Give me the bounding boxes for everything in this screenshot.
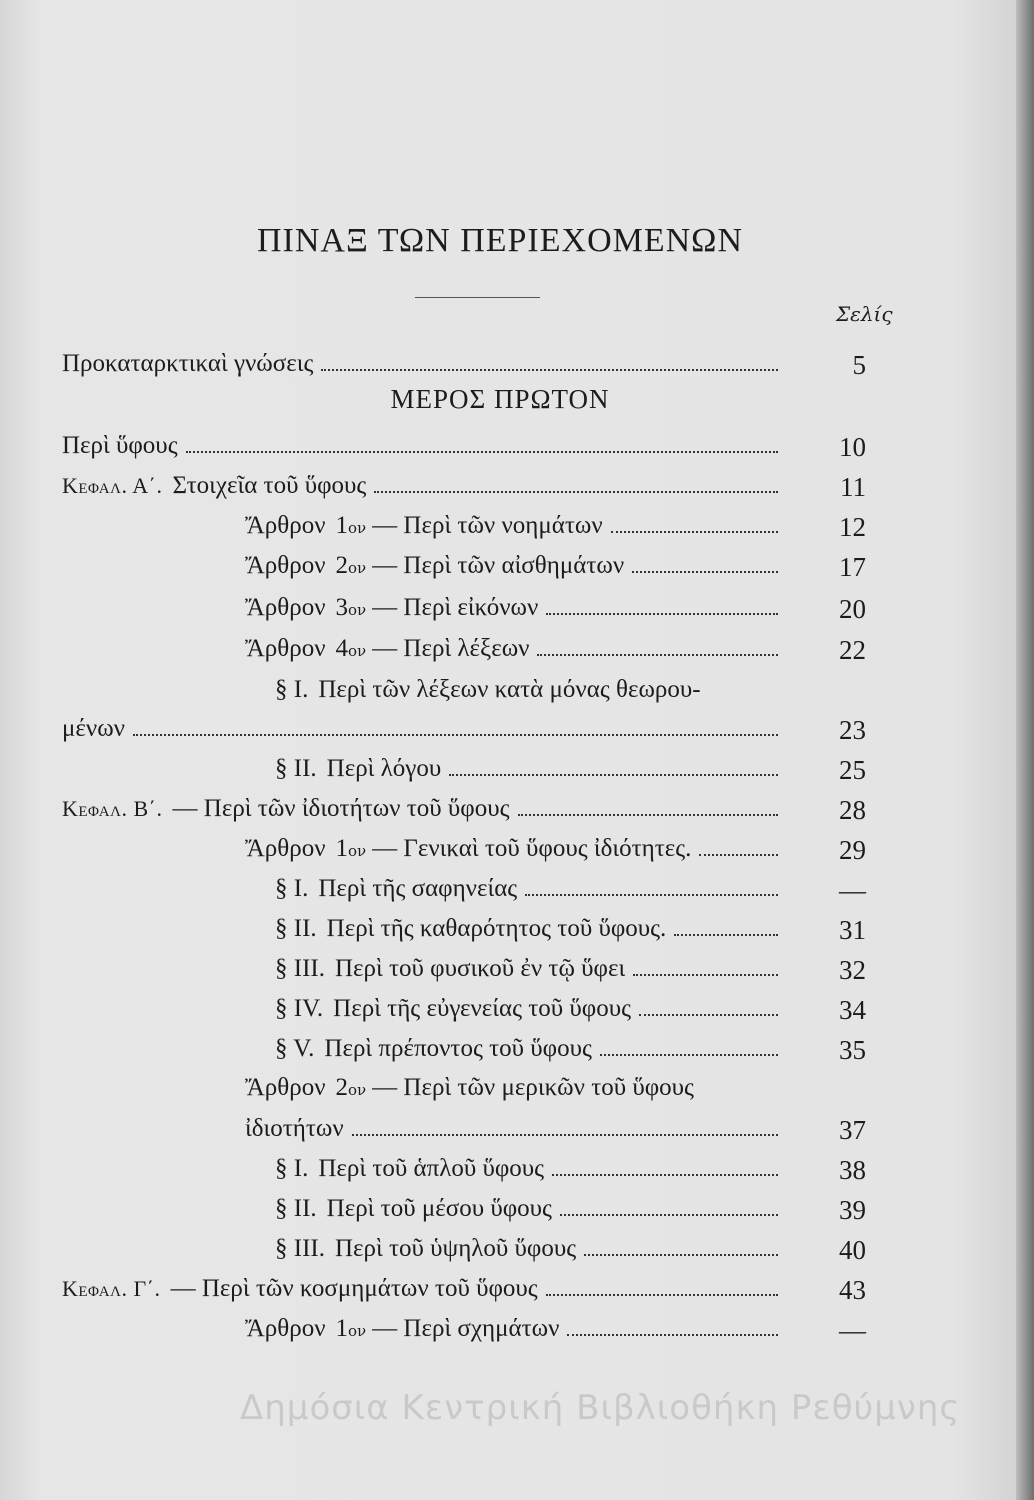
toc-page-number: 28 <box>839 795 866 825</box>
toc-page-number: 39 <box>839 1195 866 1225</box>
dot-leader <box>374 465 778 493</box>
toc-entry-title: — Περὶ σχημάτων <box>372 1315 560 1342</box>
toc-entry-title: ἰδιοτήτων <box>245 1115 344 1142</box>
toc-entry <box>62 343 786 383</box>
toc-entry-title: Προκαταρκτικαὶ γνώσεις <box>62 350 314 377</box>
toc-page-number: 23 <box>839 715 866 745</box>
toc-entry <box>245 628 786 668</box>
toc-page-number: 37 <box>839 1115 866 1145</box>
toc-entry-title: Περὶ τοῦ ὑψηλοῦ ὕφους <box>334 1235 577 1262</box>
dot-leader <box>699 828 778 856</box>
toc-entry <box>62 1268 786 1308</box>
toc-entry <box>275 868 786 908</box>
toc-entry-prefix: Ἄρθρον <box>245 594 326 621</box>
toc-entry <box>275 1148 786 1188</box>
article-ordinal-suffix: ον <box>348 642 367 660</box>
dot-leader <box>611 505 778 533</box>
dot-leader <box>567 1308 778 1336</box>
page-title: ΠΙΝΑΞ ΤΩΝ ΠΕΡΙΕΧΟΜΕΝΩΝ <box>256 222 743 259</box>
toc-entry-prefix: § III. <box>275 955 325 982</box>
toc-entry-prefix: Ἄρθρον <box>245 1315 326 1342</box>
toc-entry-prefix: Ἄρθρον <box>245 1074 326 1101</box>
article-ordinal-suffix: ον <box>348 1081 367 1099</box>
article-ordinal: 4 <box>335 635 349 662</box>
article-ordinal-suffix: ον <box>348 519 367 537</box>
toc-entry <box>275 948 786 988</box>
toc-entry <box>245 505 786 545</box>
toc-entry <box>275 748 786 788</box>
toc-entry-title: Περὶ τοῦ ἁπλοῦ ὕφους <box>318 1155 545 1182</box>
toc-entry-prefix: Κεφαλ. Β΄. <box>62 796 163 821</box>
toc-entry-prefix: § II. <box>275 915 317 942</box>
toc-entry-prefix: § I. <box>275 676 309 703</box>
dot-leader <box>186 425 778 453</box>
toc-entry-title: Περὶ λόγου <box>326 755 442 782</box>
library-watermark: Δημόσια Κεντρική Βιβλιοθήκη Ρεθύμνης <box>240 1388 961 1428</box>
toc-entry-prefix: Ἄρθρον <box>245 635 326 662</box>
article-ordinal: 1 <box>335 512 349 539</box>
dot-leader <box>321 343 778 371</box>
dot-leader <box>560 1188 778 1216</box>
toc-entry-title: Περὶ τοῦ μέσου ὕφους <box>326 1195 552 1222</box>
toc-page-number: 5 <box>852 350 866 380</box>
toc-page-number: 38 <box>839 1155 866 1185</box>
dot-leader <box>584 1228 778 1256</box>
toc-entry <box>245 828 786 868</box>
toc-page-number: 10 <box>839 432 866 462</box>
toc-page-number: 12 <box>839 512 866 542</box>
toc-entry <box>245 1068 790 1108</box>
toc-entry-prefix: § V. <box>275 1035 315 1062</box>
toc-page-number: 11 <box>840 472 866 502</box>
dot-leader <box>632 545 778 573</box>
dot-leader <box>600 1028 778 1056</box>
toc-page-number: 25 <box>839 755 866 785</box>
toc-entry <box>62 708 786 748</box>
article-ordinal: 3 <box>335 594 349 621</box>
toc-entry-title: — Περὶ τῶν ἰδιοτήτων τοῦ ὕφους <box>172 795 510 822</box>
dot-leader <box>546 587 778 615</box>
section-heading: ΜΕΡΟΣ ΠΡΩΤΟΝ <box>390 384 610 414</box>
toc-entry <box>245 545 786 585</box>
article-ordinal-suffix: ον <box>348 842 367 860</box>
article-ordinal-suffix: ον <box>348 601 367 619</box>
toc-entry-prefix: § II. <box>275 1195 317 1222</box>
toc-entry-title: Περὶ τοῦ φυσικοῦ ἐν τῷ ὕφει <box>334 955 626 982</box>
toc-entry <box>62 425 786 465</box>
toc-entry-prefix: § I. <box>275 875 309 902</box>
toc-entry <box>245 1308 786 1348</box>
toc-entry-title: — Περὶ τῶν νοημάτων <box>372 512 603 539</box>
article-ordinal-suffix: ον <box>348 1322 367 1340</box>
toc-entry-title: Στοιχεῖα τοῦ ὕφους <box>172 472 367 499</box>
toc-entry-title: Περὶ τῆς σαφηνείας <box>318 875 518 902</box>
toc-entry <box>275 670 790 710</box>
toc-page-number: 32 <box>839 955 866 985</box>
toc-entry-prefix: § II. <box>275 755 317 782</box>
toc-page-number: 43 <box>839 1275 866 1305</box>
toc-entry-title: — Περὶ εἰκόνων <box>372 594 539 621</box>
toc-page-number: 20 <box>839 594 866 624</box>
dot-leader <box>633 948 778 976</box>
dot-leader <box>674 908 778 936</box>
toc-page-number: — <box>839 875 866 905</box>
dot-leader <box>449 748 778 776</box>
toc-page-number: 40 <box>839 1235 866 1265</box>
toc-page-number: 34 <box>839 995 866 1025</box>
dot-leader <box>352 1108 778 1136</box>
toc-page-number: 22 <box>839 635 866 665</box>
toc-entry-prefix: Ἄρθρον <box>245 835 326 862</box>
toc-entry <box>275 988 786 1028</box>
toc-entry <box>245 587 786 627</box>
dot-leader <box>525 868 778 896</box>
dot-leader <box>639 988 778 1016</box>
toc-entry <box>245 1108 786 1148</box>
toc-page-number: — <box>839 1315 866 1345</box>
toc-entry <box>275 1028 786 1068</box>
toc-entry-title: Περὶ τῆς εὐγενείας τοῦ ὕφους <box>333 995 631 1022</box>
dot-leader <box>518 788 779 816</box>
toc-entry-prefix: Ἄρθρον <box>245 512 326 539</box>
toc-entry <box>62 788 786 828</box>
dot-leader <box>546 1268 778 1296</box>
toc-page-number: 29 <box>839 835 866 865</box>
toc-entry-prefix: Κεφαλ. Γ΄. <box>62 1276 161 1301</box>
toc-entry-title: Περὶ πρέποντος τοῦ ὕφους <box>324 1035 592 1062</box>
toc-entry <box>275 1228 786 1268</box>
toc-entry-title: — Περὶ λέξεων <box>372 635 530 662</box>
article-ordinal: 2 <box>335 552 349 579</box>
toc-entry-title: — Περὶ τῶν αἰσθημάτων <box>372 552 625 579</box>
article-ordinal: 2 <box>335 1074 349 1101</box>
toc-entry <box>275 908 786 948</box>
toc-page-number: 17 <box>839 552 866 582</box>
toc-entry-prefix: § IV. <box>275 995 324 1022</box>
dot-leader <box>133 708 778 736</box>
toc-entry-title: — Περὶ τῶν κοσμημάτων τοῦ ὕφους <box>170 1275 538 1302</box>
page-column-label: Σελίς <box>836 302 893 326</box>
article-ordinal-suffix: ον <box>348 559 367 577</box>
toc-entry-title: — Γενικαὶ τοῦ ὕφους ἰδιότητες. <box>372 835 692 862</box>
toc-entry-prefix: Κεφαλ. Α΄. <box>62 473 163 498</box>
dot-leader <box>552 1148 778 1176</box>
toc-entry-title: Περὶ τῆς καθαρότητος τοῦ ὕφους. <box>326 915 667 942</box>
toc-page-number: 35 <box>839 1035 866 1065</box>
toc-entry-title: — Περὶ τῶν μερικῶν τοῦ ὕφους <box>372 1074 694 1101</box>
toc-entry-prefix: § I. <box>275 1155 309 1182</box>
toc-entry-title: μένων <box>62 715 125 742</box>
toc-entry-title: Περὶ τῶν λέξεων κατὰ μόνας θεωρου- <box>318 676 701 703</box>
toc-entry-prefix: § III. <box>275 1235 325 1262</box>
article-ordinal: 1 <box>335 1315 349 1342</box>
article-ordinal: 1 <box>335 835 349 862</box>
toc-entry <box>275 1188 786 1228</box>
toc-entry-prefix: Ἄρθρον <box>245 552 326 579</box>
toc-entry <box>62 465 786 505</box>
toc-entry-title: Περὶ ὕφους <box>62 432 178 459</box>
dot-leader <box>537 628 778 656</box>
toc-page-number: 31 <box>839 915 866 945</box>
